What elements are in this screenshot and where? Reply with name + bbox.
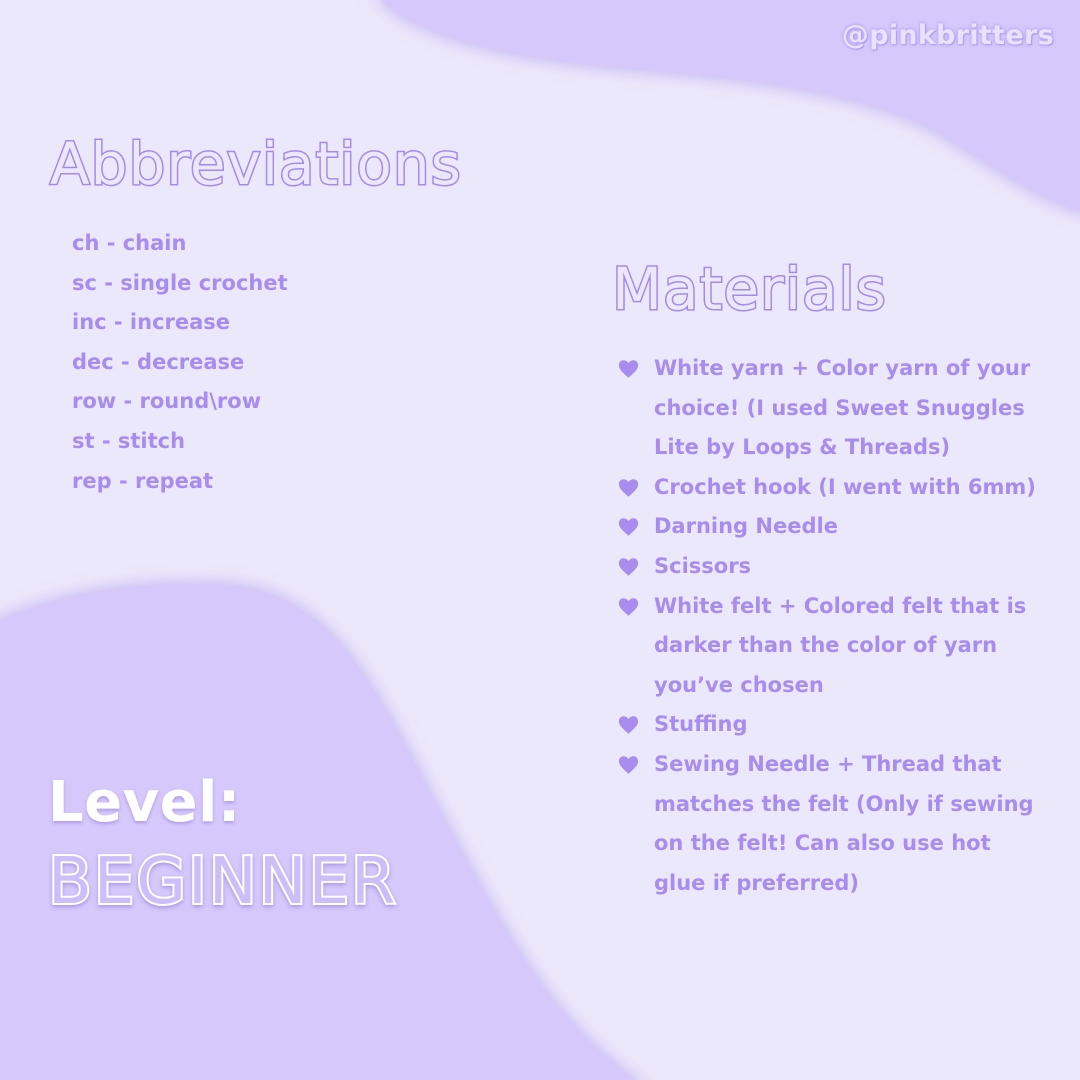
abbreviation-item: ch - chain	[72, 231, 187, 255]
abbreviation-item: inc - increase	[72, 310, 231, 335]
heart-icon	[618, 557, 639, 577]
material-item	[618, 705, 1038, 745]
heart-icon	[618, 478, 639, 498]
abbreviation-item: rep - repeat	[72, 468, 214, 493]
material-item	[618, 468, 1038, 508]
abbreviations-list	[72, 224, 288, 501]
material-item	[618, 349, 1038, 468]
material-text: White yarn + Color yarn of your choice! (I used Sweet Snuggles Lite by Loops & Threads)	[654, 356, 1031, 460]
materials-title: Materials	[612, 255, 887, 323]
abbreviations-title: Abbreviations	[50, 130, 462, 198]
material-text: Scissors	[654, 553, 752, 578]
heart-icon	[618, 715, 639, 735]
level-value: BEGINNER	[48, 845, 398, 919]
material-text: White felt + Colored felt that is darker than the color of yarn you’ve chosen	[654, 593, 1027, 697]
material-text: Sewing Needle + Thread that matches the felt (Only if sewing on the felt! Can also use hot glue if preferred)	[654, 751, 1034, 895]
abbreviation-item: st - stitch	[72, 428, 186, 453]
material-text: Darning Needle	[654, 514, 838, 539]
materials-list	[618, 349, 1038, 903]
heart-icon	[618, 517, 639, 537]
heart-icon	[618, 755, 639, 775]
material-text: Stuffing	[654, 712, 748, 737]
material-item	[618, 507, 1038, 547]
material-text: Crochet hook (I went with 6mm)	[654, 474, 1036, 499]
heart-icon	[618, 597, 639, 617]
heart-icon	[618, 359, 639, 379]
material-item	[618, 547, 1038, 587]
author-handle: @pinkbritters	[841, 20, 1054, 51]
abbreviation-item: row - round\row	[72, 389, 262, 414]
abbreviation-item: sc - single crochet	[72, 270, 288, 295]
material-item	[618, 745, 1038, 903]
abbreviation-item: dec - decrease	[72, 349, 245, 374]
material-item	[618, 587, 1038, 706]
level-label: Level:	[48, 770, 241, 835]
